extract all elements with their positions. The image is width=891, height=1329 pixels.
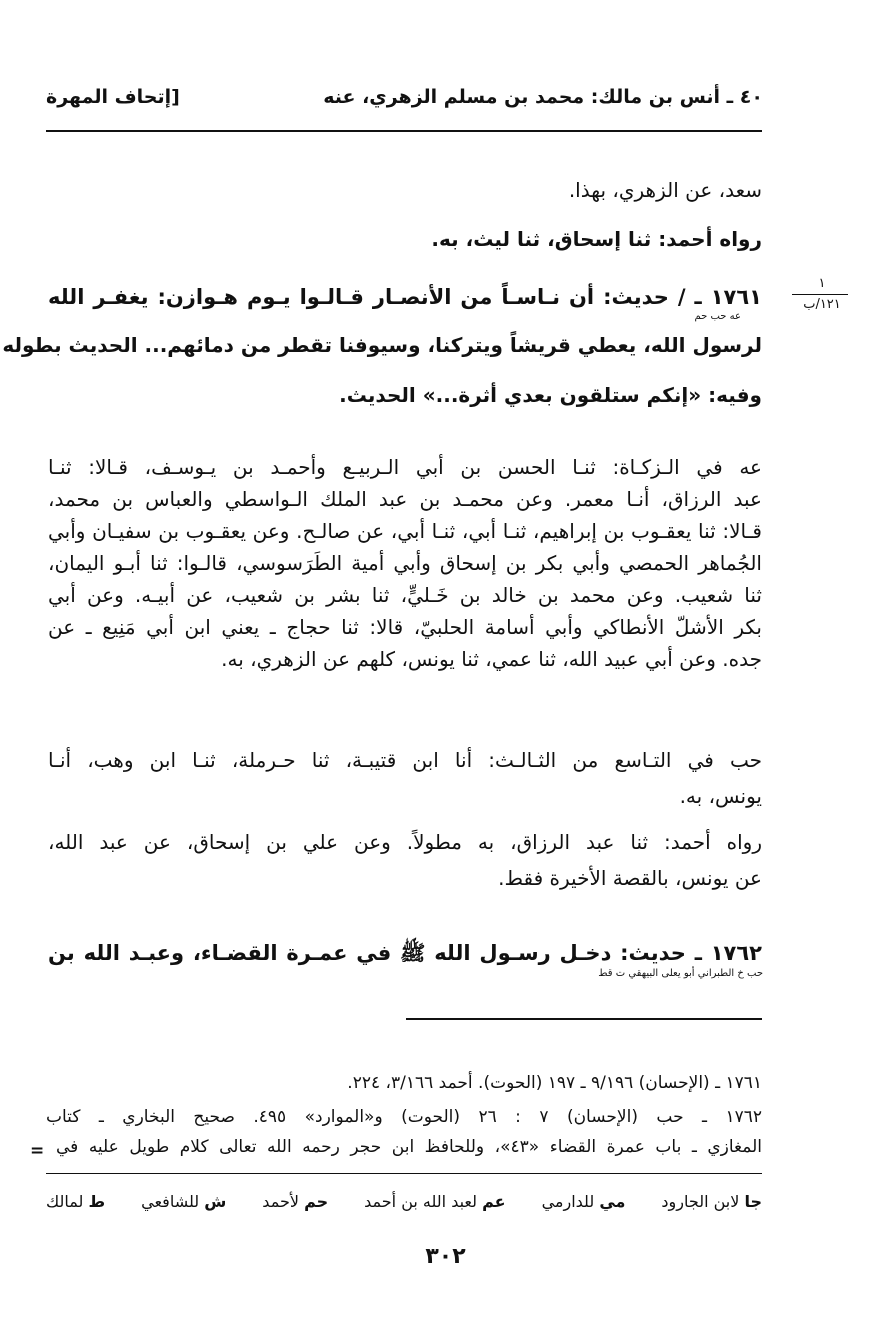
ahmad-line-1: رواه أحمد: ثنا عبد الرزاق، به مطولاً. وعن علي بن إسحاق، عن عبد الله، [48, 830, 762, 854]
abbreviation-item: عم لعبد الله بن أحمد [364, 1192, 506, 1211]
hibban-line-1: حب في التـاسع من الثـالـث: أنا ابن قتيبـة، ثنا حـرملة، ثنـا ابن وهب، أنـا [48, 748, 762, 772]
footnote-rule [406, 1018, 762, 1020]
footnote-1762-line-1: ١٧٦٢ ـ حب (الإحسان) ٧ : ٢٦ (الحوت) و«الموارد» ٤٩٥. صحيح البخاري ـ كتاب [46, 1107, 762, 1127]
abbreviation-rule [46, 1173, 762, 1174]
isnad-line-4: الجُماهر الحمصي وأبي بكر بن إسحاق وأبي أمية الطَرَسوسي، قالـوا: ثنا أبـو اليمان، [48, 551, 762, 575]
footnote-continuation-mark: = [30, 1141, 45, 1161]
ahmad-line-2: عن يونس، بالقصة الأخيرة فقط. [498, 866, 762, 890]
abbreviation-item: جا لابن الجارود [661, 1192, 762, 1211]
abbreviation-key [46, 1192, 762, 1211]
running-header-chapter: ٤٠ ـ أنس بن مالك: محمد بن مسلم الزهري، عنه [323, 86, 763, 108]
isnad-line-2: عبد الرزاق، أنـا معمر. وعن محمـد بن عبد الملك الـواسطي والعباس بن محمد، [48, 487, 762, 511]
header-rule [46, 130, 762, 132]
margin-note-number: ١ [818, 276, 826, 291]
footnote-1761: ١٧٦١ ـ (الإحسان) ٩/١٩٦ ـ ١٩٧ (الحوت). أحمد ٣/١٦٦، ٢٢٤. [347, 1073, 762, 1093]
hadith-1761-line-3: وفيه: «إنكم ستلقون بعدي أثرة...» الحديث. [339, 383, 762, 407]
hadith-1762-sigla: حب خ الطبراني أبو يعلى البيهقي ت قط [598, 968, 763, 979]
footnote-1762-line-2: المغازي ـ باب عمرة القضاء «٤٣»، وللحافظ ابن حجر رحمه الله تعالى كلام طويل عليه في [56, 1137, 762, 1157]
isnad-line-6: بكر الأشلّ الأنطاكي وأبي أسامة الحلبيّ، قالا: ثنا حجاج ـ يعني ابن أبي مَنِيع ـ عن [48, 615, 762, 639]
page-number: ٣٠٢ [425, 1244, 466, 1269]
running-header-book-title: [إتحاف المهرة [46, 86, 180, 108]
isnad-line-3: قـالا: ثنا يعقـوب بن إبراهيم، ثنـا أبي، ثنـا أبي، عن صالـح. وعن يعقـوب بن سفيـان وأبي [48, 519, 762, 543]
isnad-line-1: عه في الـزكـاة: ثنـا الحسن بن أبي الـربيـع وأحمـد بن يـوسـف، قـالا: ثنـا [48, 455, 762, 479]
hibban-line-2: يونس، به. [679, 784, 762, 808]
abbreviation-item: ش للشافعي [141, 1192, 227, 1211]
isnad-line-7: جده. وعن أبي عبيد الله، ثنا عمي، ثنا يونس، كلهم عن الزهري، به. [221, 647, 762, 671]
margin-note-rule [792, 294, 848, 295]
hadith-1761-line-2: لرسول الله، يعطي قريشاً ويتركنا، وسيوفنا تقطر من دمائهم... الحديث بطوله [2, 333, 762, 357]
body-line-2: رواه أحمد: ثنا إسحاق، ثنا ليث، به. [431, 227, 762, 251]
hadith-1761-sigla: عه حب حم [694, 311, 741, 322]
abbreviation-item: مي للدارمي [541, 1192, 626, 1211]
hadith-1761-heading: ١٧٦١ ـ / حديث: أن نـاسـاً من الأنصـار قـالـوا يـوم هـوازن: يغفـر الله [48, 285, 762, 309]
hadith-1762-heading: ١٧٦٢ ـ حديث: دخـل رسـول الله ﷺ في عمـرة القضـاء، وعبـد الله بن [48, 941, 762, 965]
body-line-1: سعد، عن الزهري، بهذا. [568, 178, 762, 202]
abbreviation-item: حم لأحمد [262, 1192, 329, 1211]
isnad-line-5: ثنا شعيب. وعن محمد بن خالد بن خَـليٍّ، ثنا بشر بن شعيب، عن أبيـه. وعن أبي [48, 583, 762, 607]
margin-note-folio: ١٢١/ب [803, 297, 841, 312]
abbreviation-item: ط لمالك [46, 1192, 106, 1211]
